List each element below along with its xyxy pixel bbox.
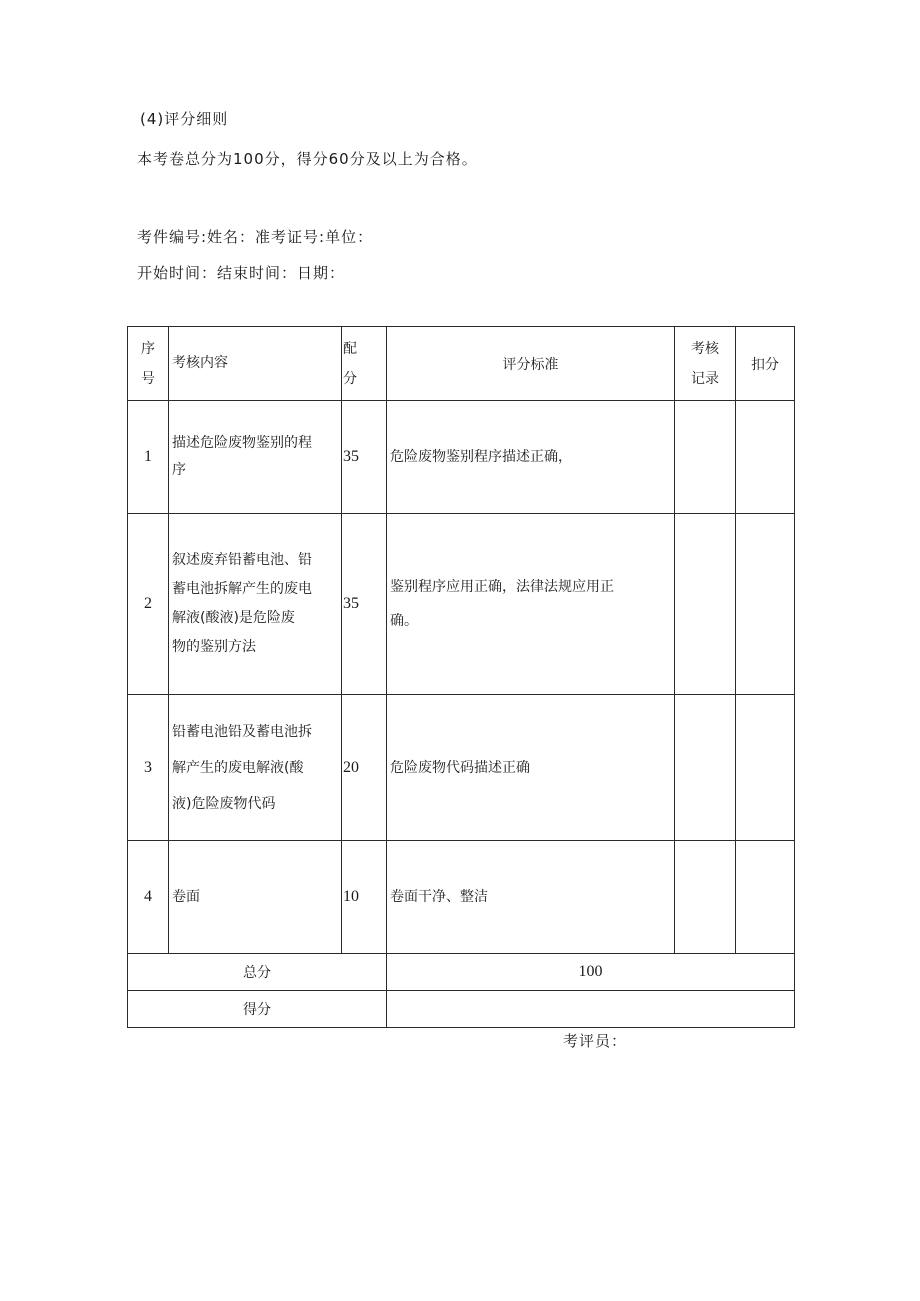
total-value: 100 [387, 954, 795, 991]
header-index: 序 号 [128, 327, 169, 401]
row-content: 描述危险废物鉴别的程 序 [169, 401, 342, 514]
row-record-cell[interactable] [675, 841, 736, 954]
row-deduct-cell[interactable] [736, 841, 795, 954]
table-row [128, 514, 795, 695]
intro-text: 本考卷总分为100分，得分60分及以上为合格。 [137, 150, 478, 168]
row-score: 35 [342, 514, 387, 695]
obtained-label: 得分 [128, 991, 387, 1028]
row-criteria: 鉴别程序应用正确，法律法规应用正 确。 [387, 514, 675, 695]
table-header-row [128, 327, 795, 401]
row-content: 铅蓄电池铅及蓄电池拆 解产生的废电解液(酸 液)危险废物代码 [169, 695, 342, 841]
row-content: 叙述废弃铅蓄电池、铅 蓄电池拆解产生的废电 解液(酸液)是危险废 物的鉴别方法 [169, 514, 342, 695]
scoring-table [127, 326, 795, 1028]
row-criteria: 危险废物鉴别程序描述正确， [387, 401, 675, 514]
header-content: 考核内容 [169, 327, 342, 401]
row-index: 2 [128, 514, 169, 695]
row-index: 3 [128, 695, 169, 841]
table-row [128, 695, 795, 841]
table-row [128, 401, 795, 514]
row-record-cell[interactable] [675, 695, 736, 841]
table-row [128, 841, 795, 954]
row-deduct-cell[interactable] [736, 695, 795, 841]
section-heading: (4)评分细则 [140, 110, 229, 128]
obtained-value-cell[interactable] [387, 991, 795, 1028]
row-deduct-cell[interactable] [736, 514, 795, 695]
total-label: 总分 [128, 954, 387, 991]
row-record-cell[interactable] [675, 401, 736, 514]
row-score: 10 [342, 841, 387, 954]
total-row [128, 954, 795, 991]
row-content: 卷面 [169, 841, 342, 954]
header-criteria: 评分标准 [387, 327, 675, 401]
row-deduct-cell[interactable] [736, 401, 795, 514]
row-score: 35 [342, 401, 387, 514]
row-criteria: 卷面干净、整洁 [387, 841, 675, 954]
header-score: 配 分 [342, 327, 387, 401]
header-record: 考核 记录 [675, 327, 736, 401]
candidate-info-line: 考件编号:姓名：准考证号:单位： [137, 228, 374, 246]
row-index: 4 [128, 841, 169, 954]
obtained-row [128, 991, 795, 1028]
row-index: 1 [128, 401, 169, 514]
row-score: 20 [342, 695, 387, 841]
row-record-cell[interactable] [675, 514, 736, 695]
row-criteria: 危险废物代码描述正确 [387, 695, 675, 841]
header-deduct: 扣分 [736, 327, 795, 401]
examiner-label: 考评员： [563, 1032, 628, 1050]
time-info-line: 开始时间：结束时间：日期： [137, 264, 346, 282]
